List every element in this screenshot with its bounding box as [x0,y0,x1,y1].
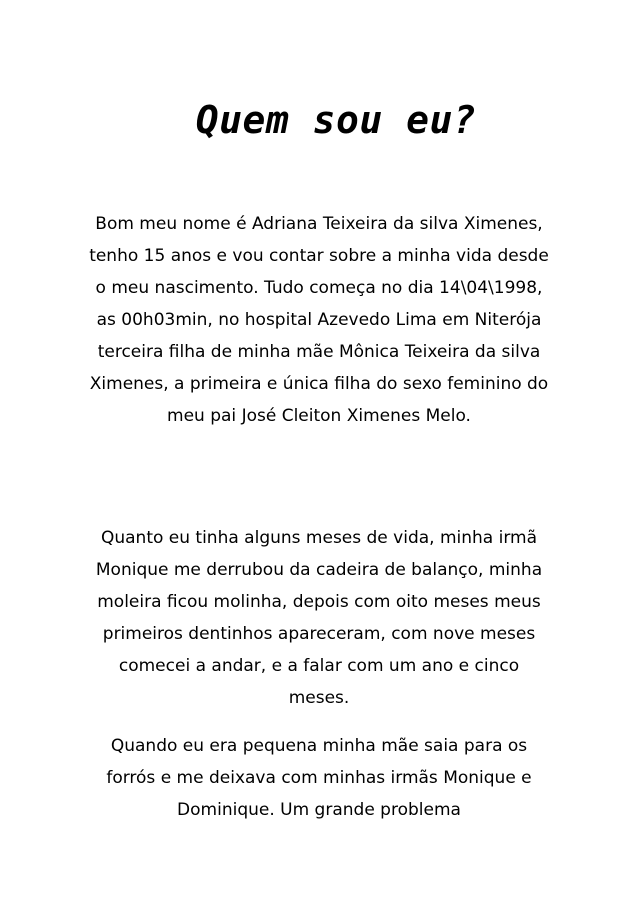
page-title: Quem sou eu? [195,98,477,142]
paragraph-childhood: Quando eu era pequena minha mãe saia para os forrós e me deixava com minhas irmãs Monique e Dominique. Um grande problema [106,736,532,820]
paragraph-birth: Bom meu nome é Adriana Teixeira da silva Ximenes, tenho 15 anos e vou contar sobre a minha vida desde o meu nascimento. Tudo começa no dia 14\04\1998, as 00h03min, no hospital Azevedo Lima em Niterója terceira filha de minha mãe Mônica Teixeira da silva Ximenes, a primeira e única filha do sexo feminino do meu pai José Cleiton Ximenes Melo. [89,214,549,426]
paragraph-infancy: Quanto eu tinha alguns meses de vida, minha irmã Monique me derrubou da cadeira de balanço, minha moleira ficou molinha, depois com oito meses meus primeiros dentinhos apareceram, com nove meses comecei a andar, e a falar com um ano e cinco meses. [95,528,543,708]
